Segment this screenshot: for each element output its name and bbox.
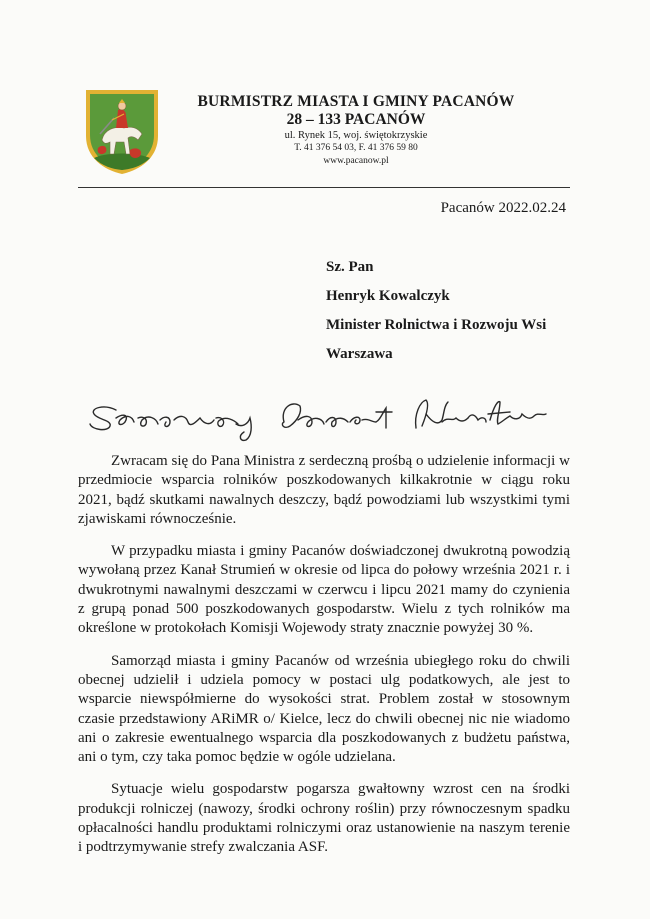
- handwritten-salutation: [86, 392, 566, 444]
- recipient-greeting: Sz. Pan: [326, 259, 374, 275]
- date-line: Pacanów 2022.02.24: [440, 200, 566, 216]
- phone-fax-line: T. 41 376 54 03, F. 41 376 59 80: [294, 143, 418, 153]
- body-paragraph: Zwracam się do Pana Ministra z serdeczną prośbą o udzielenie informacji w przedmiocie wsparcia rolników poszkodowanych kilkakrotnie w ciągu roku 2021, bądź skutkami nawalnych deszczy, bądź powodziami lub wszystkimi tymi zjawiskami równocześnie.: [78, 453, 570, 527]
- office-title: BURMISTRZ MIASTA I GMINY PACANÓW: [197, 93, 515, 110]
- body-paragraph: Samorząd miasta i gminy Pacanów od września ubiegłego roku do chwili obecnej udzielił i udziela pomocy w postaci ulg podatkowych, ale jest to wsparcie niewspółmierne do wysokości strat. Problem został w stosownym czasie przedstawiony ARiMR o/ Kielce, lecz do chwili obecnej nic nie wiadomo ani o zakresie ewentualnego wsparcia dla poszkodowanych z budżetu państwa, ani o tym, czy taka pomoc będzie w ogóle udzielana.: [78, 652, 570, 766]
- website-line: www.pacanow.pl: [323, 156, 389, 166]
- recipient-city: Warszawa: [326, 346, 393, 362]
- recipient-position: Minister Rolnictwa i Rozwoju Wsi: [326, 317, 547, 333]
- coat-of-arms-icon: [84, 88, 160, 176]
- body-paragraph: W przypadku miasta i gminy Pacanów doświadczonej dwukrotną powodzią wywołaną przez Kanał Strumień w okresie od lipca do połowy września 2021 r. i dwukrotnymi nawalnymi deszczami w czerwcu i lipcu 2021 mamy do czynienia z grupą ponad 500 poszkodowanych gospodarstw. Wielu z tych rolników ma określone w protokołach Komisji Wojewody straty znacznie powyżej 30 %.: [78, 543, 570, 637]
- postal-line: 28 – 133 PACANÓW: [286, 111, 426, 128]
- recipient-name: Henryk Kowalczyk: [326, 288, 450, 304]
- body-paragraph: Sytuacje wielu gospodarstw pogarsza gwałtowny wzrost cen na środki produkcji rolniczej (nawozy, środki ochrony roślin) przy równoczesnym spadku opłacalności handlu produktami rolniczymi oraz ustanowienie na naszym terenie i podtrzymywanie strefy zwalczania ASF.: [78, 781, 570, 856]
- address-line: ul. Rynek 15, woj. świętokrzyskie: [284, 130, 428, 141]
- letterhead: [196, 93, 516, 168]
- recipient-block: [326, 253, 546, 369]
- header-divider: [78, 187, 570, 188]
- letter-body: [78, 452, 570, 871]
